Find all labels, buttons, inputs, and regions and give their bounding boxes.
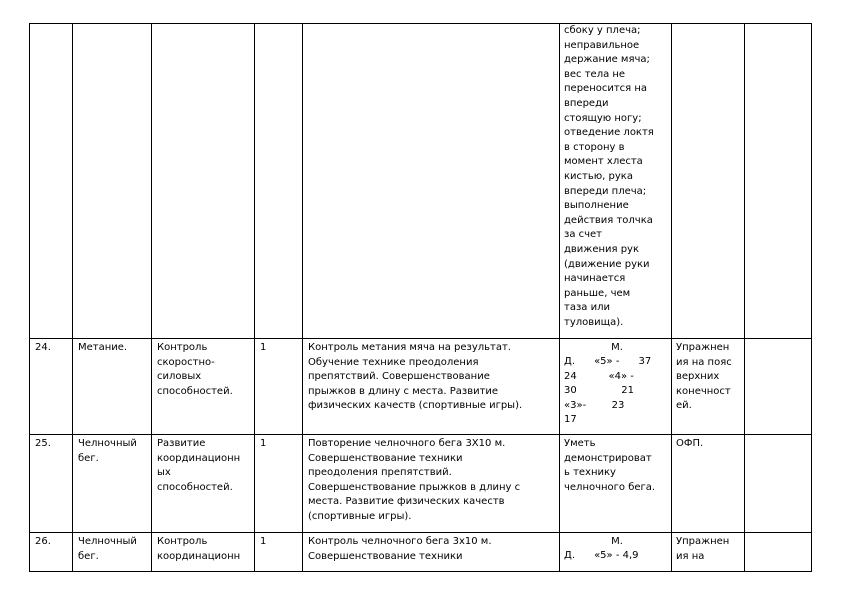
- errors-cell: сбоку у плеча; неправильное держание мяча; вес тела не переносится на впереди стоящую ногу; отведение локтя в сторону в момент хлеста кистью, рука впереди плеча; выполнение действия толчка за счет движения рук (движение руки начинается раньше, чем таза или туловища).: [564, 25, 654, 328]
- column-divider: [744, 24, 745, 571]
- column-divider: [72, 24, 73, 571]
- column-divider: [151, 24, 152, 571]
- column-divider: [671, 24, 672, 571]
- lesson-topic: Метание.: [78, 342, 128, 353]
- homework: ОФП.: [676, 438, 704, 449]
- lesson-hours: 1: [260, 536, 267, 547]
- lesson-hours: 1: [260, 438, 267, 449]
- lesson-content: Контроль метания мяча на результат. Обучение технике преодоления препятствий. Совершенствование прыжков в длину с места. Развитие физических качеств (спортивные игры).: [308, 342, 523, 412]
- lesson-type: Контроль координационн: [157, 536, 241, 562]
- lesson-content: Повторение челночного бега 3Х10 м. Совершенствование техники преодоления препятствий. Совершенствование прыжков в длину с места. Развитие физических качеств (спортивные игры).: [308, 438, 521, 522]
- column-divider: [559, 24, 560, 571]
- requirements: Д. «5» - 37 24 «4» - 30 21 «3»- 23 17: [564, 356, 652, 426]
- homework: Упражнен ия на: [676, 536, 730, 562]
- lesson-content: Контроль челночного бега 3х10 м. Совершенствование техники: [308, 536, 492, 562]
- lesson-topic: Челночный бег.: [78, 536, 137, 562]
- lesson-type: Развитие координационн ых способностей.: [157, 438, 241, 493]
- requirements-header: М.: [611, 342, 623, 353]
- lesson-topic: Челночный бег.: [78, 438, 137, 464]
- row-divider: [30, 434, 811, 435]
- row-divider: [30, 532, 811, 533]
- requirements: Д. «5» - 4,9: [564, 550, 639, 561]
- lesson-plan-table: [29, 23, 812, 572]
- row-divider: [30, 338, 811, 339]
- requirements-header: М.: [611, 536, 623, 547]
- lesson-number: 25.: [35, 438, 51, 449]
- lesson-number: 26.: [35, 536, 51, 547]
- requirements: Уметь демонстрироват ь технику челночного бега.: [564, 438, 656, 493]
- lesson-number: 24.: [35, 342, 51, 353]
- homework: Упражнен ия на пояс верхних конечност ей.: [676, 342, 732, 412]
- column-divider: [302, 24, 303, 571]
- lesson-hours: 1: [260, 342, 267, 353]
- lesson-type: Контроль скоростно- силовых способностей.: [157, 342, 233, 397]
- column-divider: [254, 24, 255, 571]
